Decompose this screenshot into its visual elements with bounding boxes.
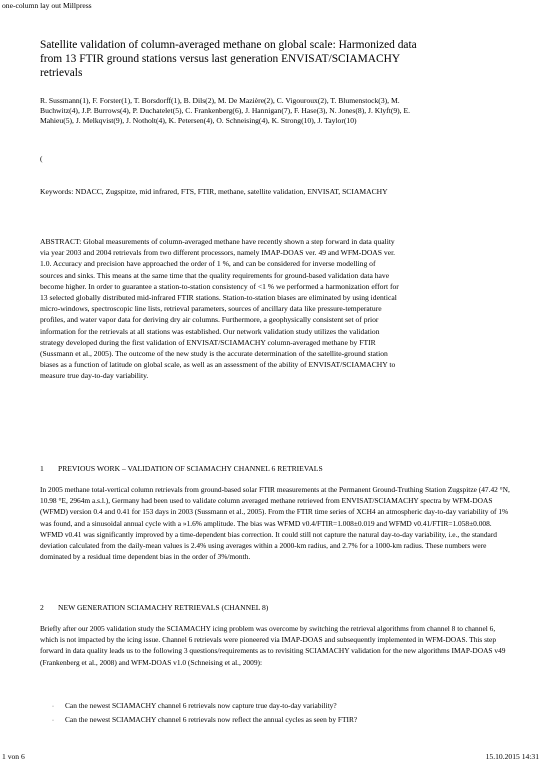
author-list: R. Sussmann(1), F. Forster(1), T. Borsdorff(1), B. Dils(2), M. De Mazière(2), C. Vigouroux(2), T. Blumenstock(3), M. Buchwitz(4), J.P. Burrows(4), P. Duchatelet(5), C. Frankenberg(6), J. Hannigan(7), F. Hase(3), N. Jones(8), J. Klyft(9), E. Mahieu(5), J. Melkqvist(9), J. Notholt(4), K. Petersen(4), O. Schneising(4), K. Strong(10), J. Taylor(10) <box>40 96 411 125</box>
question-list <box>52 700 512 727</box>
section-2-heading <box>40 603 268 612</box>
section-2-number: 2 <box>40 603 44 612</box>
bullet-icon: · <box>52 704 54 710</box>
list-item-text: Can the newest SCIAMACHY channel 6 retrievals now capture true day-to-day variability? <box>65 701 337 710</box>
keywords: Keywords: NDACC, Zugspitze, mid infrared, FTS, FTIR, methane, satellite validation, ENVISAT, SCIAMACHY <box>40 187 388 196</box>
section-2-title: NEW GENERATION SCIAMACHY RETRIEVALS (CHANNEL 8) <box>58 603 269 612</box>
section-1-number: 1 <box>40 464 44 473</box>
list-item-text: Can the newest SCIAMACHY channel 6 retrievals now reflect the annual cycles as seen by FTIR? <box>65 714 358 724</box>
stray-parenthesis: ( <box>40 154 43 163</box>
list-item <box>52 714 512 728</box>
print-timestamp: 15.10.2015 14:31 <box>485 752 539 761</box>
page-counter: 1 von 6 <box>2 752 25 761</box>
section-1-body: In 2005 methane total-vertical column retrievals from ground-based solar FTIR measurements at the Permanent Ground-Truthing Station Zugspitze (47.42 °N, 10.98 °E, 2964m a.s.l.), Germany had been used to validate column averaged methane retrieved from ENVISAT/SCIAMACHY spectra by WFM-DOAS (WFMD) version 0.4 and 0.41 for 153 days in 2003 (Sussmann et al., 2005). From the FTIR time series of XCH4 an atmospheric day-to-day variability of 1% was found, and a sinusoidal annual cycle with a »1.6% amplitude. The bias was WFMD v0.4/FTIR=1.008±0.019 and WFMD v0.41/FTIR=1.058±0.008. WFMD v0.41 was significantly improved by a time-dependent bias correction. It could still not capture the natural day-to-day variability, i.e., the standard deviation calculated from the daily-mean values is 2.4% using averages within a 2000-km radius, and 2.7% for a 1000-km radius. These numbers were dominated by a residual time dependent bias in the order of 3%/month. <box>40 485 510 562</box>
section-2-body: Briefly after our 2005 validation study the SCIAMACHY icing problem was overcome by switching the retrieval algorithms from channel 8 to channel 6, which is not impacted by the icing issue. Channel 6 retrievals were pioneered via IMAP-DOAS and subsequently implemented in WFM-DOAS. This step forward in data quality leads us to the following 3 questions/requirements as to revisiting SCIAMACHY validation for the new algorithms IMAP-DOAS v49 (Frankenberg et al., 2008) and WFM-DOAS v1.0 (Schneising et al., 2009): <box>40 624 506 667</box>
section-1-title: PREVIOUS WORK – VALIDATION OF SCIAMACHY CHANNEL 6 RETRIEVALS <box>58 464 323 473</box>
section-1-heading <box>40 464 323 473</box>
print-header: one-column lay out Millpress <box>2 1 92 10</box>
list-item <box>52 700 512 714</box>
bullet-icon: · <box>52 717 54 724</box>
paper-title: Satellite validation of column-averaged methane on global scale: Harmonized data from 13 FTIR ground stations versus last generation ENVISAT/SCIAMACHY retrievals <box>40 39 417 79</box>
abstract: ABSTRACT: Global measurements of column-averaged methane have recently shown a step forward in data quality via year 2003 and 2004 retrievals from two different processors, namely IMAP-DOAS ver. 49 and WFM-DOAS ver. 1.0. Accuracy and precision have approached the order of 1 %, and can be considered for inverse modelling of sources and sinks. This means at the same time that the quality requirements for ground-based validation data have become higher. In order to guarantee a station-to-station consistency of <1 % we performed a harmonization effort for 13 selected globally distributed mid-infrared FTIR stations. Station-to-station biases are eliminated by using identical micro-windows, spectroscopic line lists, retrieval parameters, sources of ancillary data like pressure-temperature profiles, and water vapor data for deriving dry air columns. Furthermore, a geophysically consistent set of prior information for the retrievals at all stations was established. Our network validation study utilizes the validation strategy developed during the first validation of ENVISAT/SCIAMACHY column-averaged methane by FTIR (Sussmann et al., 2005). The outcome of the new study is the accurate determination of the satellite-ground station biases as a function of latitude on global scale, as well as an assessment of the ability of ENVISAT/SCIAMACHY to measure true day-to-day variability. <box>40 237 399 381</box>
